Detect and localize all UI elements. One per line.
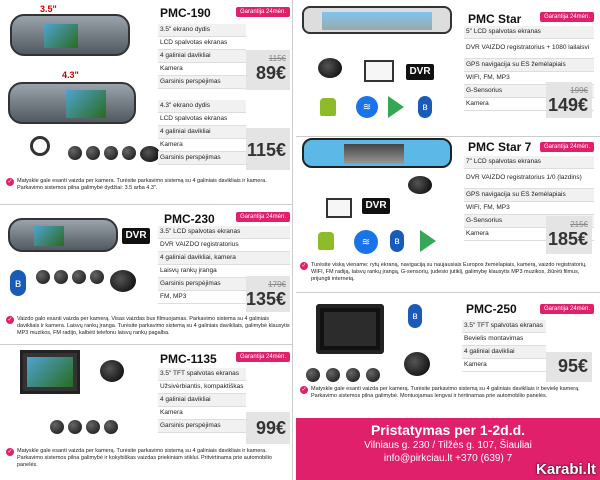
gps-icon: [326, 198, 352, 218]
sensor-image: [326, 368, 340, 382]
spec-item: Kamera: [158, 407, 246, 420]
column-divider: [292, 0, 293, 480]
sensor-set: [306, 368, 380, 382]
spec-item: 3.5" LCD spalvotas ekranas: [158, 226, 290, 239]
mirror-screen: [344, 144, 404, 164]
spec-item: 7" LCD spalvotas ekranas: [464, 156, 594, 169]
check-icon: ✓: [7, 179, 13, 185]
notes-text: Matyskle gale esanti vaizda per kamerą. Turėsite parkavimo sistemą su 4 galiniais davikliais ir kamera. Parkavimo sistemos pilna galimybė ir kokybiškas vaizdas priekiniam stiklui. Pritvirtinama prie automobilio panelės.: [17, 448, 272, 468]
price: 89€: [255, 63, 286, 83]
spec-item: LCD spalvotas ekranas: [158, 113, 246, 126]
check-icon: ✓: [7, 449, 13, 455]
warranty-badge: Garantija 24mėn.: [236, 352, 290, 362]
gps-icon: [364, 60, 394, 82]
warranty-badge: Garantija 24mėn.: [540, 304, 594, 314]
monitor-screen: [324, 312, 376, 346]
price: 95€: [557, 356, 588, 376]
spec-item: Garsinis perspėjimas: [158, 152, 246, 165]
sensor-image: [54, 270, 68, 284]
sensor-image: [50, 420, 64, 434]
wifi-icon: ≋: [354, 230, 378, 254]
camera-image: [140, 146, 160, 162]
spec-item: WIFI, FM, MP3: [464, 72, 594, 85]
bluetooth-icon: ʙ: [418, 96, 432, 118]
bluetooth-icon: ʙ: [390, 230, 404, 252]
spec-item: Kamera: [158, 139, 246, 152]
warranty-badge: Garantija 24mėn.: [236, 7, 290, 17]
price-box: [246, 128, 290, 170]
spec-item: Garsinis perspėjimas: [158, 420, 246, 433]
mirror-screen: [66, 90, 106, 118]
mirror-image: [8, 82, 136, 124]
spec-item: DVR VAIZDO registratorius + 1080 lailaisvi: [464, 39, 594, 59]
product-title: PMC-230: [164, 212, 215, 226]
play-store-icon: [388, 96, 404, 118]
spec-item: 4 galiniai davikliai, kamera: [158, 252, 290, 265]
warranty-badge: Garantija 24mėn.: [540, 142, 594, 152]
old-price: 199€: [570, 86, 588, 95]
check-icon: ✓: [301, 387, 307, 393]
play-store-icon: [420, 230, 436, 252]
spec-item: FM, MP3: [158, 291, 290, 304]
bluetooth-icon: ʙ: [408, 304, 422, 328]
price-box: [246, 276, 290, 312]
sensor-image: [36, 270, 50, 284]
spec-item: Kamera: [462, 359, 546, 372]
mirror-screen: [322, 12, 432, 30]
mirror-image: [302, 6, 452, 34]
product-title: PMC-250: [466, 302, 517, 316]
section-divider: [0, 344, 292, 345]
spec-item: 3.5" TFT spalvotas ekranas: [158, 368, 246, 381]
mirror-image: [10, 14, 130, 56]
price: 135€: [246, 289, 287, 309]
product-notes: [6, 316, 290, 337]
price-box: [246, 412, 290, 444]
notes-text: Turėsite viską viename: rytų ekraną, navigaciją su naujausiais Europos žemėlapiais, kamerą, vaizdo registratorių, WIFI, FM radiją, laisvų rankų įrangą, G-sensorių, judesio jutiklį, galimybę klausytis MP3 muzikos, žiūrėti filmus, prijungti internetą.: [311, 262, 587, 282]
dvr-icon: DVR: [362, 198, 390, 214]
price: 149€: [547, 95, 588, 115]
address: Vilniaus g. 230 / Tilžės g. 107, Šiauliai: [364, 440, 532, 451]
sensor-image: [346, 368, 360, 382]
mirror-screen: [34, 226, 64, 246]
specs-list: [158, 368, 246, 433]
monitor-screen: [27, 357, 73, 387]
spec-item: LCD spalvotas ekranas: [158, 37, 246, 50]
section-divider: [296, 292, 600, 293]
sensor-image: [306, 368, 320, 382]
product-title: PMC Star: [468, 12, 522, 26]
sensor-image: [68, 420, 82, 434]
dvr-icon: DVR: [122, 228, 150, 244]
camera-image: [318, 58, 342, 78]
price-box: [546, 352, 592, 382]
specs-list: [158, 100, 246, 165]
spec-item: G-Sensorius: [464, 215, 594, 228]
spec-item: Laisvų rankų įranga: [158, 265, 290, 278]
camera-image: [100, 360, 124, 382]
warranty-badge: Garantija 24mėn.: [540, 12, 594, 22]
sensor-image: [104, 420, 118, 434]
price-box: [546, 216, 592, 254]
sensor-image: [68, 146, 82, 160]
product-title: PMC-190: [160, 6, 211, 20]
old-price: 215€: [570, 220, 588, 229]
check-icon: ✓: [7, 317, 13, 323]
product-title: PMC Star 7: [468, 140, 532, 154]
old-price: 115€: [268, 54, 286, 63]
sensor-image: [366, 368, 380, 382]
spec-item: Kamera: [464, 98, 594, 111]
spec-item: DVR VAIZDO registratorius 1/0 (lazdins): [464, 169, 594, 189]
old-price: 179€: [268, 280, 286, 289]
delivery-title: Pristatymas per 1-2d.d.: [370, 422, 526, 438]
spec-item: Kamera: [158, 63, 246, 76]
camera-image: [110, 270, 136, 292]
monitor-image: [20, 350, 80, 394]
spec-item: 3.5" ekrano dydis: [158, 24, 246, 37]
spec-item: 3.5" TFT spalvotas ekranas: [462, 320, 546, 333]
warranty-badge: Garantija 24mėn.: [236, 212, 290, 222]
price-box: [246, 50, 290, 90]
monitor-image: [316, 304, 384, 354]
product-notes: [6, 178, 290, 192]
product-title: PMC-1135: [160, 352, 217, 366]
cable-image: [30, 136, 50, 156]
sensor-set: [68, 146, 160, 162]
price: 99€: [255, 418, 286, 438]
spec-item: GPS navigacija su ES žemėlapiais: [464, 189, 594, 202]
product-notes: [6, 448, 290, 469]
delivery-banner: [296, 418, 600, 480]
bluetooth-icon: ʙ: [10, 270, 26, 296]
android-icon: [320, 98, 336, 116]
wifi-icon: ≋: [356, 96, 378, 118]
dvr-icon: DVR: [406, 64, 434, 80]
android-icon: [318, 232, 334, 250]
spec-item: 4 galiniai davikliai: [462, 346, 546, 359]
spec-item: Kamera: [464, 228, 594, 241]
spec-item: 4.3" ekrano dydis: [158, 100, 246, 113]
sensor-image: [90, 270, 104, 284]
watermark: Karabi.lt: [535, 461, 596, 478]
section-divider: [296, 136, 600, 137]
product-notes: [300, 262, 596, 283]
spec-item: WIFI, FM, MP3: [464, 202, 594, 215]
spec-item: 4 galiniai davikliai: [158, 126, 246, 139]
spec-item: Garsinis perspėjimas: [158, 278, 290, 291]
spec-item: G-Sensorius: [464, 85, 594, 98]
spec-item: 4 galiniai davikliai: [158, 394, 246, 407]
notes-text: Matyskle gale esanti vaizda per kamerą. Turėsite parkavimo sistemą su 4 galiniais davikliais ir bevielę kamerą. Parkavimo sistemos pilna galimybė. Montuojamas lengvai ir tvirtinamas prie automobilio panelės.: [311, 386, 580, 399]
spec-item: 5" LCD spalvotas ekranas: [464, 26, 594, 39]
section-divider: [0, 204, 292, 205]
price: 185€: [547, 229, 588, 249]
mirror-image: [8, 218, 118, 252]
size-label: 3.5": [40, 4, 57, 14]
specs-list: [462, 320, 546, 372]
spec-item: DVR VAIZDO registratorius: [158, 239, 290, 252]
product-notes: [300, 386, 596, 400]
spec-item: 4 galiniai davikliai: [158, 50, 246, 63]
camera-image: [408, 176, 432, 194]
notes-text: Vaizdo galo esanti vaizda per kamerą. Visas vaizdas bus filmuojamas. Parkavimo sistema su 4 galiniais davikliais ir kamera. Laisvų rankų įranga. Turėsite parkavimo sistemą su 4 galiniais davikliais, galimybė klausytis MP3 muzikos, FM radijo, kalbėti telefonu laisvų rankų pagalba.: [17, 316, 290, 336]
mirror-screen: [44, 24, 78, 48]
spec-item: GPS navigacija su ES žemėlapiais: [464, 59, 594, 72]
contact[interactable]: info@pirkciau.lt +370 (639) 7: [383, 453, 513, 464]
price-box: [546, 82, 592, 118]
size-label: 4.3": [62, 70, 79, 80]
sensor-image: [122, 146, 136, 160]
sensor-set: [50, 420, 118, 434]
sensor-set: [36, 270, 104, 284]
mirror-image: [302, 138, 452, 168]
price: 115€: [246, 140, 286, 160]
sensor-image: [72, 270, 86, 284]
spec-item: Užsivėrbiantis, kompaktiškas: [158, 381, 246, 394]
check-icon: ✓: [301, 263, 307, 269]
sensor-image: [104, 146, 118, 160]
sensor-image: [86, 420, 100, 434]
notes-text: Matyskle gale esanti vaizda per kamera. Turėsite parkavimo sistemą su 4 galiniais davikliais ir kamera. Parkavimo sistemos pilna galimybė dydžiai: 3.5 arba 4.3".: [17, 178, 267, 191]
camera-image: [404, 352, 430, 376]
spec-item: Garsinis perspėjimas: [158, 76, 246, 89]
spec-item: Bevielis montavimas: [462, 333, 546, 346]
sensor-image: [86, 146, 100, 160]
specs-list: [158, 24, 246, 89]
